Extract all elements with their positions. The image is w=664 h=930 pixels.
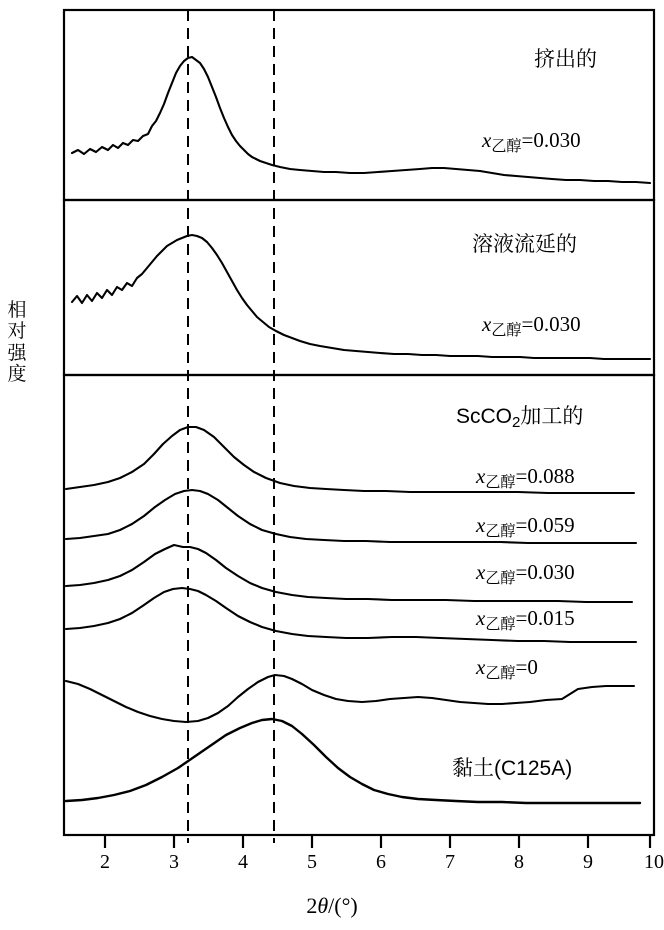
panel-frame-extruded <box>64 10 654 200</box>
anno-x-value: =0.088 <box>515 464 575 488</box>
anno-x-subscript: 乙醇 <box>491 139 522 156</box>
anno-x-value: =0 <box>515 655 538 679</box>
anno-x-value: =0.015 <box>515 606 575 630</box>
anno-scco2-name: ScCO <box>456 405 513 428</box>
anno-x-subscript: 乙醇 <box>485 617 516 634</box>
anno-x-symbol: x <box>476 464 486 488</box>
y-axis-label-char-2: 强 <box>7 342 27 364</box>
x-axis-label-suffix: /(°) <box>328 893 358 918</box>
anno-x-symbol: x <box>476 560 486 584</box>
anno-extruded-title: 挤出的 <box>534 48 597 71</box>
x-tick-2: 2 <box>100 851 110 873</box>
x-tick-7: 7 <box>445 851 455 873</box>
x-axis-label-prefix: 2 <box>306 893 318 918</box>
anno-x-value: =0.030 <box>515 560 575 584</box>
anno-scco2-subscript: 2 <box>512 414 521 432</box>
anno-x-value: =0.030 <box>521 312 581 336</box>
anno-solution-cast-title: 溶液流延的 <box>472 233 577 256</box>
x-axis-ticks <box>105 835 650 848</box>
x-tick-6: 6 <box>376 851 386 873</box>
anno-x-subscript: 乙醇 <box>485 571 516 588</box>
panel-frame-solution-cast <box>64 200 654 375</box>
y-axis-label-char-1: 对 <box>7 321 27 343</box>
anno-clay-c125a: 黏土(C125A) <box>452 757 573 780</box>
y-axis-label-char-3: 度 <box>7 363 27 385</box>
x-axis-label <box>0 893 664 919</box>
anno-x-symbol: x <box>482 128 492 152</box>
x-tick-9: 9 <box>583 851 593 873</box>
anno-solution-cast-x <box>482 312 581 340</box>
y-axis-label <box>2 300 32 385</box>
x-tick-8: 8 <box>514 851 524 873</box>
anno-scco2-x-0p015 <box>476 606 575 634</box>
anno-x-subscript: 乙醇 <box>485 666 516 683</box>
anno-x-value: =0.059 <box>515 513 575 537</box>
anno-extruded-x <box>482 128 581 156</box>
x-tick-5: 5 <box>307 851 317 873</box>
curve-extruded-0p030 <box>72 57 650 183</box>
anno-x-subscript: 乙醇 <box>485 524 516 541</box>
x-tick-4: 4 <box>238 851 248 873</box>
anno-scco2-suffix: 加工的 <box>520 405 584 428</box>
anno-x-symbol: x <box>476 513 486 537</box>
anno-x-value: =0.030 <box>521 128 581 152</box>
anno-x-symbol: x <box>476 606 486 630</box>
anno-scco2-x-0p088 <box>476 464 575 492</box>
y-axis-label-char-0: 相 <box>7 300 27 321</box>
x-axis-label-theta: θ <box>317 893 329 918</box>
anno-scco2-title <box>456 400 583 431</box>
anno-scco2-x-0p030 <box>476 560 575 588</box>
anno-x-subscript: 乙醇 <box>491 323 522 340</box>
curve-scco2-0 <box>66 675 634 722</box>
x-tick-10: 10 <box>644 851 664 873</box>
x-tick-3: 3 <box>169 851 179 873</box>
anno-scco2-x-0 <box>476 655 538 683</box>
anno-x-symbol: x <box>482 312 492 336</box>
anno-x-symbol: x <box>476 655 486 679</box>
anno-x-subscript: 乙醇 <box>485 475 516 492</box>
anno-scco2-x-0p059 <box>476 513 575 541</box>
